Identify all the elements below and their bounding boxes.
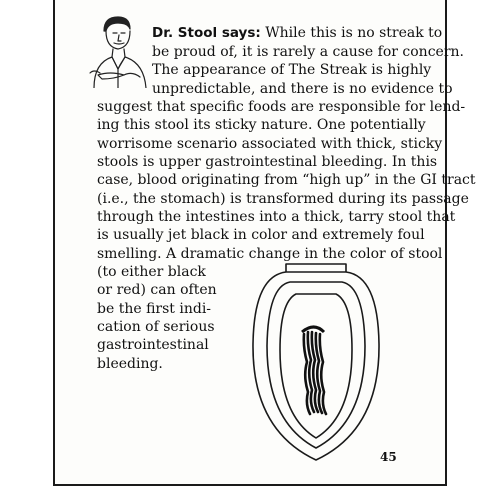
body-line-2: be proud of, it is rarely a cause for concern. [152,44,464,60]
body-line-7: worrisome scenario associated with thick, sticky [97,136,443,152]
body-line-6: ing this stool its sticky nature. One potentially [97,117,426,133]
body-line-17: cation of serious [97,319,215,335]
body-line-8: stools is upper gastrointestinal bleeding. In this [97,154,438,170]
body-line-4: unpredictable, and there is no evidence to [152,81,453,97]
body-line-15: or red) can often [97,282,217,298]
body-line-1: Dr. Stool says: While this is no streak to [152,25,443,41]
page-number: 45 [380,450,397,464]
body-line-11: through the intestines into a thick, tarry stool that [97,209,456,225]
dr-stool-heading: Dr. Stool says: [152,25,261,41]
toilet-bowl-illustration-icon [250,262,382,464]
body-line-12: is usually jet black in color and extremely foul [97,227,425,243]
doctor-illustration-icon [84,13,154,88]
body-line-3: The appearance of The Streak is highly [152,62,432,78]
body-line-18: gastrointestinal [97,337,209,353]
body-line-13: smelling. A dramatic change in the color of stool [97,246,443,262]
body-line-19: bleeding. [97,356,163,372]
body-line-14: (to either black [97,264,206,280]
body-line-5: suggest that specific foods are responsible for lend- [97,99,466,115]
body-line-16: be the first indi- [97,301,212,317]
body-line-9: case, blood originating from “high up” in the GI tract [97,172,476,188]
body-line-10: (i.e., the stomach) is transformed during its passage [97,191,469,207]
